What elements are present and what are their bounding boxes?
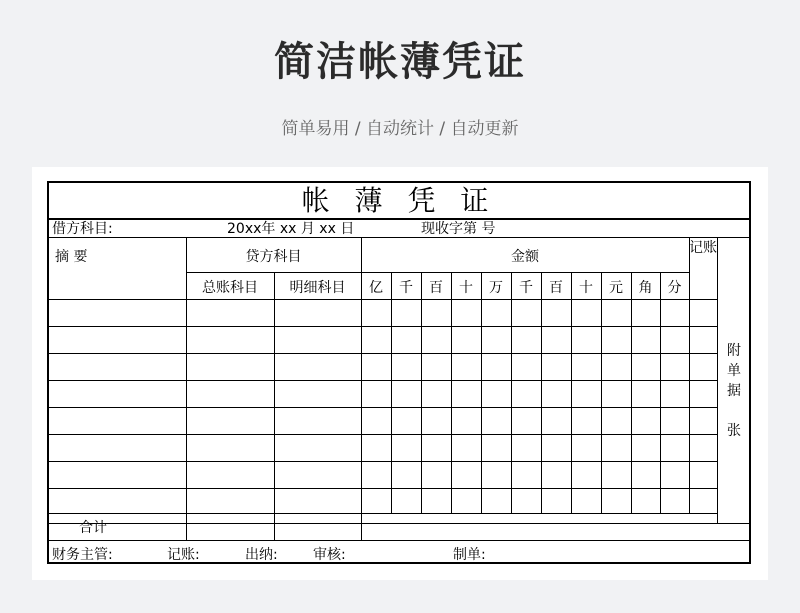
table-row-divider [49,434,717,435]
voucher-form [47,181,751,564]
table-row-divider [49,513,717,514]
summary-col-divider [186,237,187,523]
debit-subject-label: 借方科目: [52,221,113,237]
digit-header: 百 [429,280,443,296]
digit-header: 百 [549,280,563,296]
voucher-title: 帐 薄 凭 证 [301,184,497,217]
amount-header: 金额 [511,249,539,265]
digit-header: 亿 [369,280,383,296]
credit-subject-label: 贷方科目 [245,249,302,265]
voucher-date: 20xx年 xx 月 xx 日 [227,221,355,237]
side-col-divider [717,237,718,523]
info-divider [49,237,749,238]
detail-subject-header: 明细科目 [289,280,346,296]
digit-header: 十 [459,280,473,296]
digit-col-divider [511,272,512,513]
title-divider [49,218,749,220]
table-row-divider [49,461,717,462]
side-label-char: 据 [727,383,741,399]
total-col-divider [186,523,187,540]
digit-col-divider [421,272,422,513]
digit-col-divider [660,272,661,513]
digit-col-divider [571,272,572,513]
side-label-char: 张 [727,423,741,439]
digit-header: 十 [579,280,593,296]
digit-header: 千 [519,280,533,296]
bookkeeping-label: 记账: [167,547,200,563]
total-divider-top [49,523,749,524]
digit-col-divider [601,272,602,513]
digit-col-divider [391,272,392,513]
voucher-number: 现收字第 号 [421,221,496,237]
digit-header: 万 [489,280,503,296]
table-row-divider [49,380,717,381]
header-bottom [49,299,717,300]
posted-header: 记账 [689,240,717,256]
digit-col-divider [631,272,632,513]
page-title: 简洁帐薄凭证 [274,39,526,85]
footer-divider [49,540,749,541]
ledger-col-divider [274,272,275,523]
voucher-card [32,167,768,580]
side-label-char: 单 [727,363,741,379]
finance-manager-label: 财务主管: [52,547,113,563]
summary-header: 摘 要 [55,249,88,265]
page-subtitle: 简单易用 / 自动统计 / 自动更新 [281,119,519,139]
digit-col-divider [481,272,482,513]
digit-col-divider [451,272,452,513]
general-ledger-header: 总账科目 [202,280,258,296]
table-row-divider [49,488,717,489]
digit-header: 元 [609,280,623,296]
digit-header: 分 [667,280,682,296]
table-row-divider [49,407,717,408]
attachment-count-label [717,341,751,441]
table-row-divider [49,353,717,354]
digit-header: 角 [638,280,653,296]
posted-col-divider [689,237,690,513]
total-col-divider [274,523,275,540]
table-row-divider [49,326,717,327]
audit-label: 审核: [313,547,346,563]
cashier-label: 出纳: [245,547,278,563]
side-label-char: 附 [727,343,741,359]
side-label-char [717,401,751,421]
digit-header: 千 [399,280,413,296]
digit-col-divider [541,272,542,513]
total-label: 合计 [79,520,107,536]
maker-label: 制单: [453,547,486,563]
header-divider [186,272,689,273]
